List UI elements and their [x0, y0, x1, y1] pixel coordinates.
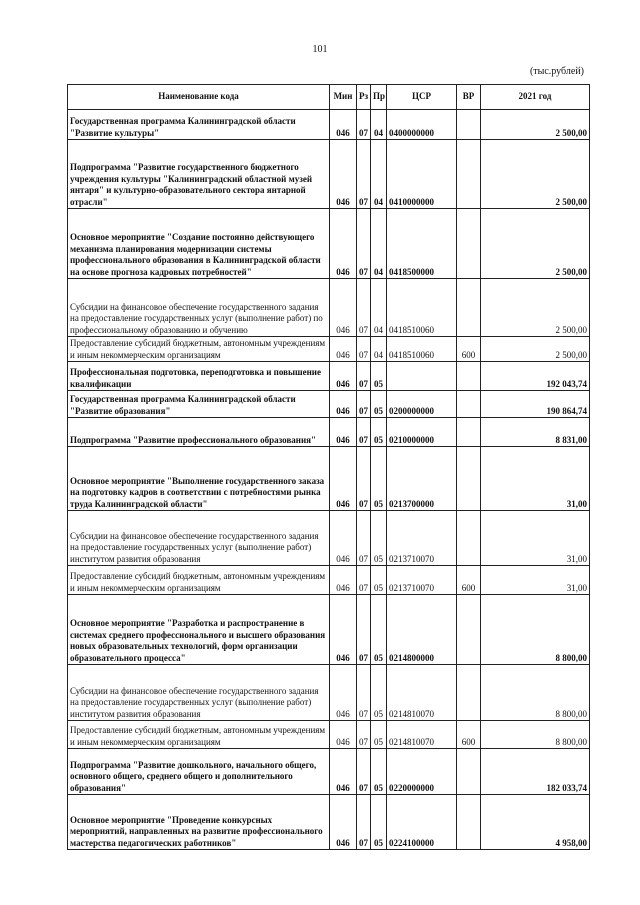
cell-pr: 05: [371, 721, 387, 749]
cell-csr: 0213710070: [387, 511, 457, 566]
cell-amount: 31,00: [481, 566, 590, 595]
cell-name: Подпрограмма "Развитие государственного бюджетного учреждения культуры "Калининградский областной музей янтаря" и культурно-образовательного сектора янтарной отрасли": [68, 140, 330, 209]
cell-min: 046: [330, 418, 357, 447]
cell-vr: [457, 511, 481, 566]
cell-pr: 04: [371, 337, 387, 362]
cell-vr: [457, 665, 481, 721]
cell-pr: 05: [371, 795, 387, 850]
cell-vr: [457, 795, 481, 850]
cell-min: 046: [330, 566, 357, 595]
cell-rz: 07: [357, 595, 371, 665]
table-row: [68, 566, 590, 595]
cell-amount: 4 958,00: [481, 795, 590, 850]
cell-pr: 05: [371, 391, 387, 418]
cell-amount: 2 500,00: [481, 110, 590, 140]
header-year: 2021 год: [481, 85, 590, 110]
cell-min: 046: [330, 595, 357, 665]
budget-table: [67, 84, 590, 850]
units-label: (тыс.рублей): [529, 66, 584, 77]
cell-vr: [457, 749, 481, 795]
cell-csr: 0213710070: [387, 566, 457, 595]
cell-pr: 05: [371, 749, 387, 795]
cell-csr: 0224100000: [387, 795, 457, 850]
table-row: [68, 665, 590, 721]
cell-min: 046: [330, 279, 357, 337]
cell-csr: 0214800000: [387, 595, 457, 665]
cell-name: Основное мероприятие "Проведение конкурсных мероприятий, направленных на развитие профессионального мастерства педагогических работников": [68, 795, 330, 850]
cell-csr: 0214810070: [387, 665, 457, 721]
table-row: [68, 749, 590, 795]
cell-vr: [457, 595, 481, 665]
cell-pr: 05: [371, 566, 387, 595]
cell-rz: 07: [357, 391, 371, 418]
cell-amount: 190 864,74: [481, 391, 590, 418]
cell-amount: 8 800,00: [481, 721, 590, 749]
cell-name: Основное мероприятие "Выполнение государственного заказа на подготовку кадров в соответствии с потребностями рынка труда Калининградской области": [68, 447, 330, 511]
cell-vr: [457, 391, 481, 418]
cell-name: Подпрограмма "Развитие дошкольного, начального общего, основного общего, среднего общего и дополнительного образования": [68, 749, 330, 795]
header-csr: ЦСР: [387, 85, 457, 110]
cell-amount: 31,00: [481, 511, 590, 566]
cell-vr: [457, 279, 481, 337]
cell-csr: 0418510060: [387, 279, 457, 337]
cell-vr: 600: [457, 566, 481, 595]
cell-rz: 07: [357, 337, 371, 362]
cell-amount: 2 500,00: [481, 140, 590, 209]
cell-rz: 07: [357, 447, 371, 511]
cell-vr: [457, 362, 481, 391]
cell-min: 046: [330, 391, 357, 418]
cell-amount: 2 500,00: [481, 337, 590, 362]
cell-amount: 8 800,00: [481, 665, 590, 721]
cell-name: Субсидии на финансовое обеспечение государственного задания на предоставление государственных услуг (выполнение работ) по профессиональному образованию и обучению: [68, 279, 330, 337]
table-row: [68, 362, 590, 391]
cell-name: Предоставление субсидий бюджетным, автономным учреждениям и иным некоммерческим организациям: [68, 337, 330, 362]
table-row: [68, 795, 590, 850]
cell-rz: 07: [357, 362, 371, 391]
table-row: [68, 447, 590, 511]
cell-vr: [457, 418, 481, 447]
header-pr: Пр: [371, 85, 387, 110]
table-row: [68, 209, 590, 279]
table-row: [68, 391, 590, 418]
table-row: [68, 418, 590, 447]
cell-min: 046: [330, 110, 357, 140]
cell-rz: 07: [357, 140, 371, 209]
cell-pr: 04: [371, 279, 387, 337]
table-body: [68, 110, 590, 850]
cell-rz: 07: [357, 721, 371, 749]
cell-pr: 05: [371, 447, 387, 511]
table-row: [68, 595, 590, 665]
cell-rz: 07: [357, 511, 371, 566]
cell-pr: 04: [371, 209, 387, 279]
table-row: [68, 721, 590, 749]
cell-name: Субсидии на финансовое обеспечение государственного задания на предоставление государственных услуг (выполнение работ) институтом развития образования: [68, 665, 330, 721]
cell-min: 046: [330, 209, 357, 279]
table-row: [68, 337, 590, 362]
header-name: Наименование кода: [68, 85, 330, 110]
cell-pr: 05: [371, 595, 387, 665]
cell-rz: 07: [357, 566, 371, 595]
cell-csr: 0410000000: [387, 140, 457, 209]
cell-name: Подпрограмма "Развитие профессионального образования": [68, 418, 330, 447]
cell-name: Предоставление субсидий бюджетным, автономным учреждениям и иным некоммерческим организациям: [68, 566, 330, 595]
header-vr: ВР: [457, 85, 481, 110]
cell-amount: 8 800,00: [481, 595, 590, 665]
cell-name: Субсидии на финансовое обеспечение государственного задания на предоставление государственных услуг (выполнение работ) институтом развития образования: [68, 511, 330, 566]
cell-csr: 0400000000: [387, 110, 457, 140]
header-row: [68, 85, 590, 110]
cell-csr: 0418510060: [387, 337, 457, 362]
cell-vr: 600: [457, 721, 481, 749]
table-row: [68, 511, 590, 566]
cell-name: Государственная программа Калининградской области "Развитие образования": [68, 391, 330, 418]
cell-pr: 05: [371, 418, 387, 447]
cell-csr: 0418500000: [387, 209, 457, 279]
cell-vr: [457, 110, 481, 140]
cell-min: 046: [330, 665, 357, 721]
cell-amount: 182 033,74: [481, 749, 590, 795]
cell-pr: 05: [371, 511, 387, 566]
cell-pr: 05: [371, 665, 387, 721]
table-row: [68, 279, 590, 337]
cell-vr: [457, 447, 481, 511]
cell-vr: 600: [457, 337, 481, 362]
cell-csr: 0210000000: [387, 418, 457, 447]
cell-min: 046: [330, 447, 357, 511]
cell-amount: 31,00: [481, 447, 590, 511]
cell-min: 046: [330, 337, 357, 362]
cell-csr: 0214810070: [387, 721, 457, 749]
cell-pr: 04: [371, 110, 387, 140]
cell-name: Предоставление субсидий бюджетным, автономным учреждениям и иным некоммерческим организациям: [68, 721, 330, 749]
cell-csr: 0200000000: [387, 391, 457, 418]
cell-rz: 07: [357, 665, 371, 721]
cell-pr: 04: [371, 140, 387, 209]
header-rz: Рз: [357, 85, 371, 110]
cell-rz: 07: [357, 110, 371, 140]
cell-csr: 0220000000: [387, 749, 457, 795]
cell-min: 046: [330, 721, 357, 749]
cell-min: 046: [330, 511, 357, 566]
cell-rz: 07: [357, 795, 371, 850]
table-row: [68, 110, 590, 140]
cell-min: 046: [330, 140, 357, 209]
cell-name: Основное мероприятие "Создание постоянно действующего механизма планирования модернизации системы профессионального образования в Калининградской области на основе прогноза кадровых потребностей": [68, 209, 330, 279]
cell-amount: 8 831,00: [481, 418, 590, 447]
cell-csr: [387, 362, 457, 391]
cell-rz: 07: [357, 279, 371, 337]
page-number: 101: [312, 44, 328, 55]
cell-name: Основное мероприятие "Разработка и распространение в системах среднего профессионального и высшего образования новых образовательных технологий, форм организации образовательного процесса": [68, 595, 330, 665]
cell-rz: 07: [357, 209, 371, 279]
cell-pr: 05: [371, 362, 387, 391]
cell-csr: 0213700000: [387, 447, 457, 511]
cell-name: Профессиональная подготовка, переподготовка и повышение квалификации: [68, 362, 330, 391]
header-min: Мин: [330, 85, 357, 110]
cell-rz: 07: [357, 749, 371, 795]
cell-vr: [457, 209, 481, 279]
cell-rz: 07: [357, 418, 371, 447]
cell-min: 046: [330, 362, 357, 391]
cell-amount: 2 500,00: [481, 279, 590, 337]
cell-name: Государственная программа Калининградской области "Развитие культуры": [68, 110, 330, 140]
cell-amount: 192 043,74: [481, 362, 590, 391]
cell-vr: [457, 140, 481, 209]
cell-amount: 2 500,00: [481, 209, 590, 279]
cell-min: 046: [330, 749, 357, 795]
table-row: [68, 140, 590, 209]
cell-min: 046: [330, 795, 357, 850]
